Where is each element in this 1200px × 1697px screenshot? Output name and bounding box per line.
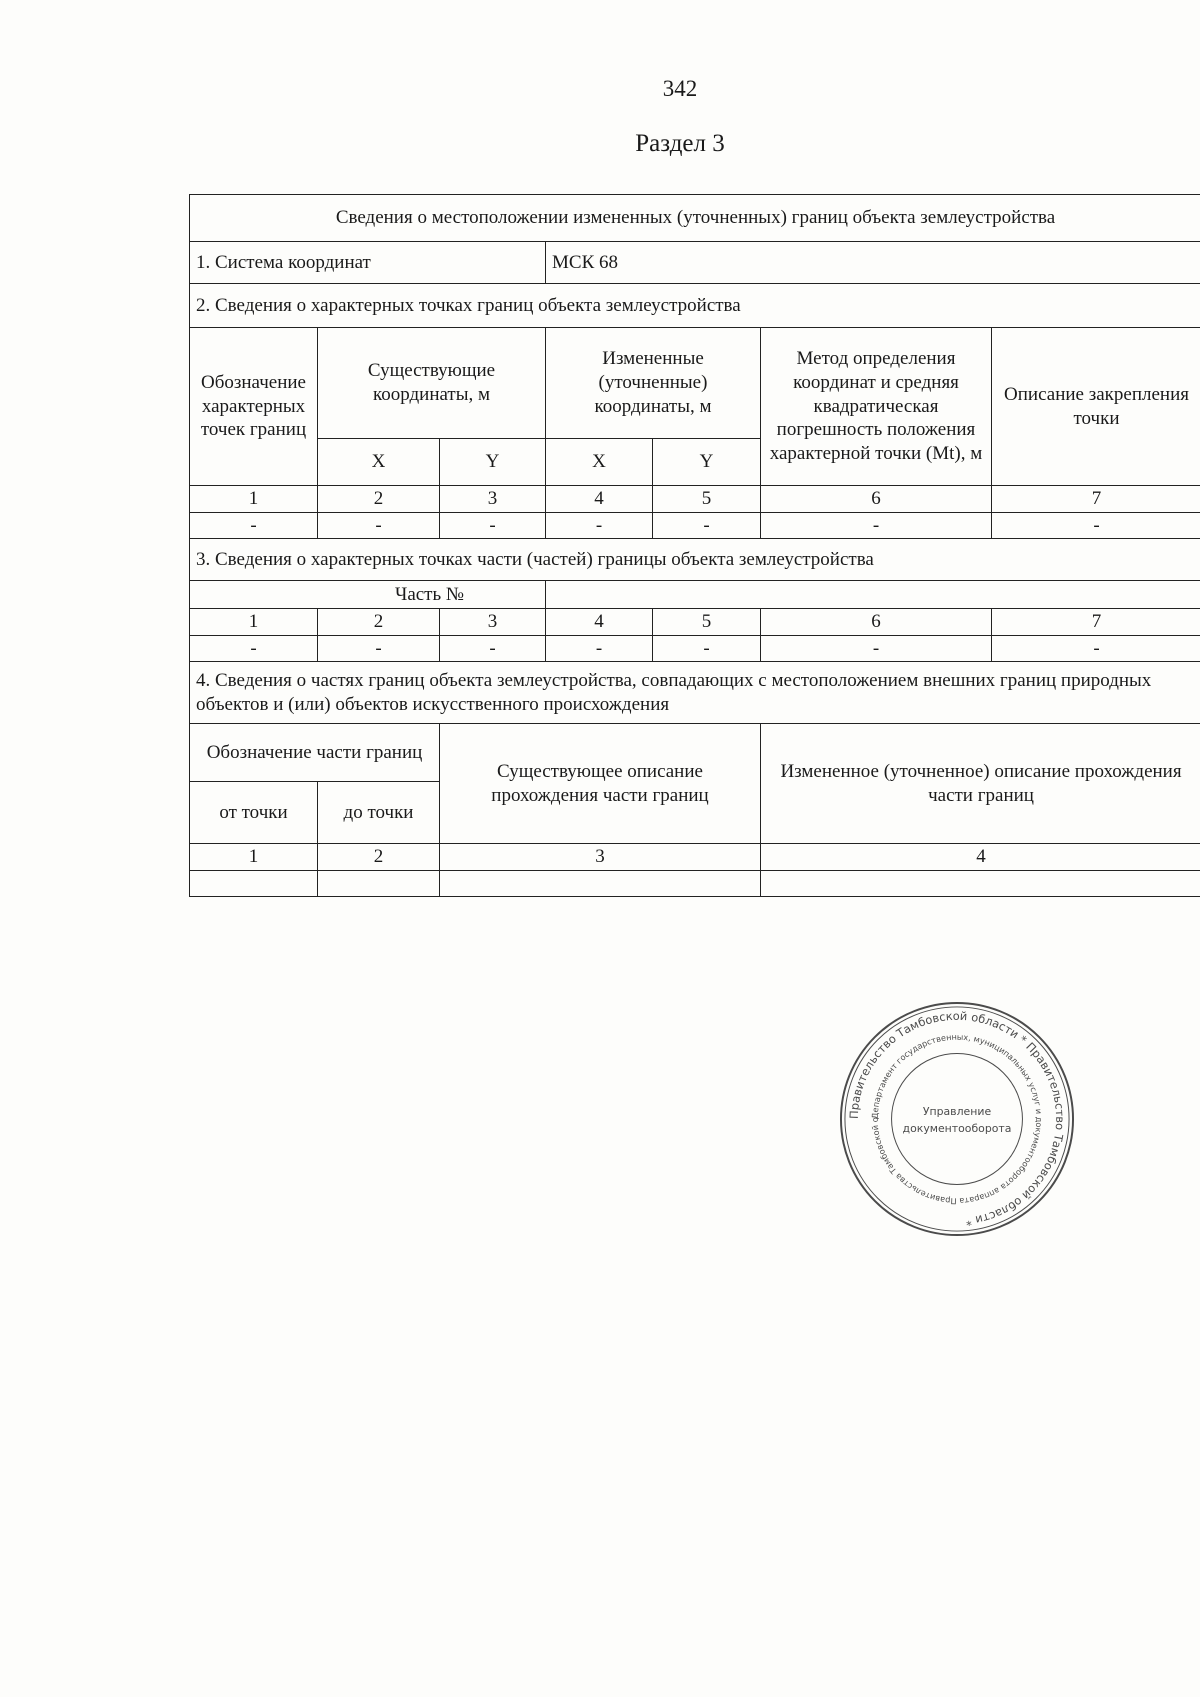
col-part-designation: Обозначение части границ (190, 724, 440, 782)
table-cell: - (318, 513, 440, 539)
section-title: Раздел 3 (635, 130, 725, 157)
col-existing-coords: Существующие координаты, м (318, 328, 546, 439)
column-number: 3 (440, 844, 761, 871)
stamp-outer-text: Правительство Тамбовской области * Правительство Тамбовской области * (846, 1008, 1068, 1229)
table-cell (318, 871, 440, 897)
coord-system-label: 1. Система координат (190, 242, 546, 284)
existing-x-header: X (318, 439, 440, 486)
table-title: Сведения о местоположении измененных (уточненных) границ объекта землеустройства (190, 195, 1200, 242)
column-number: 7 (992, 486, 1200, 513)
column-number: 1 (190, 844, 318, 871)
col-changed-description: Измененное (уточненное) описание прохождения части границ (761, 724, 1200, 844)
column-number: 4 (546, 486, 653, 513)
column-number: 6 (761, 609, 992, 636)
stamp-center-line2: документооборота (902, 1121, 1012, 1135)
table-cell: - (440, 513, 546, 539)
section2-data-row (190, 513, 1200, 539)
table-cell (190, 871, 318, 897)
table-cell: - (992, 513, 1200, 539)
existing-y-header: Y (440, 439, 546, 486)
boundary-info-table (189, 194, 1200, 897)
column-number: 5 (653, 609, 761, 636)
col-existing-description: Существующее описание прохождения части границ (440, 724, 761, 844)
section2-heading: 2. Сведения о характерных точках границ объекта землеустройства (190, 284, 1200, 328)
table-cell: - (318, 636, 440, 662)
section4-data-row (190, 871, 1200, 897)
table-cell: - (992, 636, 1200, 662)
coord-system-value: МСК 68 (546, 242, 1200, 284)
col-fixing-description: Описание закрепления точки (992, 328, 1200, 486)
column-number: 4 (761, 844, 1200, 871)
column-number: 2 (318, 609, 440, 636)
section4-number-row (190, 844, 1200, 871)
column-number: 2 (318, 844, 440, 871)
section2-number-row (190, 486, 1200, 513)
changed-x-header: X (546, 439, 653, 486)
table-cell: - (546, 513, 653, 539)
section3-heading: 3. Сведения о характерных точках части (частей) границы объекта землеустройства (190, 539, 1200, 581)
column-number: 7 (992, 609, 1200, 636)
table-cell: - (546, 636, 653, 662)
column-number: 4 (546, 609, 653, 636)
col-from-point: от точки (190, 782, 318, 844)
col-method: Метод определения координат и средняя квадратическая погрешность положения характерной точки (Mt), м (761, 328, 992, 486)
col-point-designation: Обозначение характерных точек границ (190, 328, 318, 486)
column-number: 5 (653, 486, 761, 513)
column-number: 3 (440, 609, 546, 636)
column-number: 6 (761, 486, 992, 513)
section3-number-row (190, 609, 1200, 636)
table-cell (440, 871, 761, 897)
stamp-seal-icon (838, 1000, 1076, 1238)
table-cell: - (761, 636, 992, 662)
section3-data-row (190, 636, 1200, 662)
table-cell: - (190, 636, 318, 662)
part-number-label: Часть № (190, 581, 546, 609)
stamp-center-line1: Управление (922, 1105, 992, 1119)
page-number: 342 (662, 76, 698, 101)
section4-heading: 4. Сведения о частях границ объекта землеустройства, совпадающих с местоположением внешних границ природных объектов и (или) объектов искусственного происхождения (190, 662, 1200, 724)
column-number: 1 (190, 609, 318, 636)
table-cell: - (761, 513, 992, 539)
stamp-middle-text: Департамент государственных, муниципальных услуг и документооборота аппарата Правительства Тамбовской о (869, 1031, 1045, 1207)
column-number: 3 (440, 486, 546, 513)
col-changed-coords: Измененные (уточненные) координаты, м (546, 328, 761, 439)
part-number-value (546, 581, 1200, 609)
table-cell: - (653, 636, 761, 662)
column-number: 2 (318, 486, 440, 513)
table-cell (761, 871, 1200, 897)
col-to-point: до точки (318, 782, 440, 844)
table-cell: - (653, 513, 761, 539)
column-number: 1 (190, 486, 318, 513)
changed-y-header: Y (653, 439, 761, 486)
table-cell: - (190, 513, 318, 539)
official-stamp (838, 1000, 1076, 1238)
table-cell: - (440, 636, 546, 662)
